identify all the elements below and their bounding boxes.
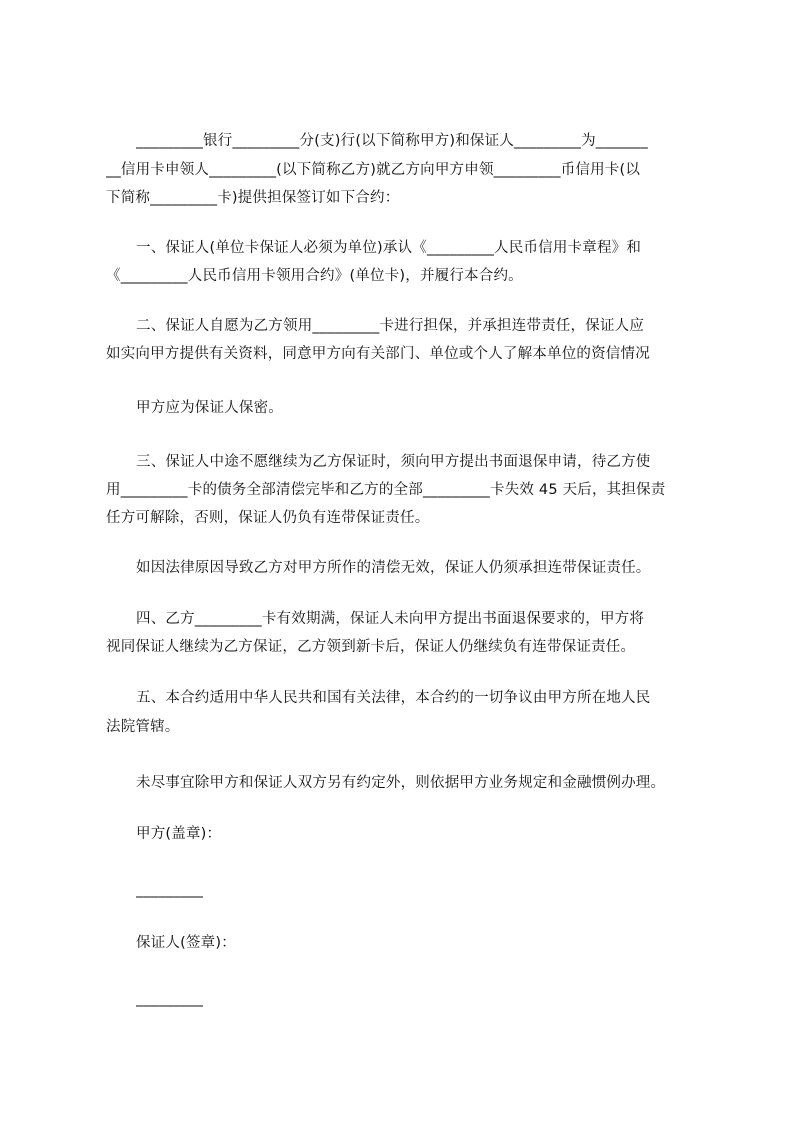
clause-5-line-2: 法院管辖。 [106, 719, 180, 735]
clause-4-line-1: 四、乙方_________卡有效期满，保证人未向甲方提出书面退保要求的，甲方将 [136, 611, 645, 627]
clause-5-line-3: 未尽事宜除甲方和保证人双方另有约定外，则依据甲方业务规定和金融惯例办理。 [136, 775, 666, 791]
clause-2-line-1: 二、保证人自愿为乙方领用_________卡进行担保，并承担连带责任，保证人应 [136, 318, 645, 334]
clause-3-line-1: 三、保证人中途不愿继续为乙方保证时，须向甲方提出书面退保申请，待乙方使 [136, 454, 651, 470]
intro-line-2: __信用卡申领人_________(以下简称乙方)就乙方向甲方申领_________币信用卡(以 [106, 162, 641, 178]
clause-3-line-4: 如因法律原因导致乙方对甲方所作的清偿无效，保证人仍须承担连带保证责任。 [136, 560, 651, 576]
guarantor-signature-label: 保证人(签章)： [136, 935, 236, 951]
clause-4-line-2: 视同保证人继续为乙方保证，乙方领到新卡后，保证人仍继续负有连带保证责任。 [106, 639, 636, 655]
intro-line-1: _________银行_________分(支)行(以下简称甲方)和保证人_________为_______ [136, 133, 648, 149]
party-a-seal-blank: _________ [136, 882, 204, 898]
guarantor-signature-blank: _________ [136, 991, 204, 1007]
clause-2-line-2: 如实向甲方提供有关资料，同意甲方向有关部门、单位或个人了解本单位的资信情况 [106, 346, 650, 362]
party-a-seal-label: 甲方(盖章)： [136, 826, 222, 842]
clause-5-line-1: 五、本合约适用中华人民共和国有关法律，本合约的一切争议由甲方所在地人民 [136, 690, 651, 706]
clause-1-line-2: 《_________人民币信用卡领用合约》(单位卡)，并履行本合约。 [106, 268, 523, 284]
clause-1-line-1: 一、保证人(单位卡保证人必须为单位)承认《_________人民币信用卡章程》和 [136, 240, 642, 256]
intro-line-3: 下简称_________卡)提供担保签订如下合约： [106, 190, 400, 206]
clause-2-line-3: 甲方应为保证人保密。 [136, 400, 283, 416]
clause-3-line-3: 任方可解除，否则，保证人仍负有连带保证责任。 [106, 510, 430, 526]
clause-3-line-2: 用_________卡的债务全部清偿完毕和乙方的全部_________卡失效 45 天后，其担保责 [106, 482, 666, 498]
